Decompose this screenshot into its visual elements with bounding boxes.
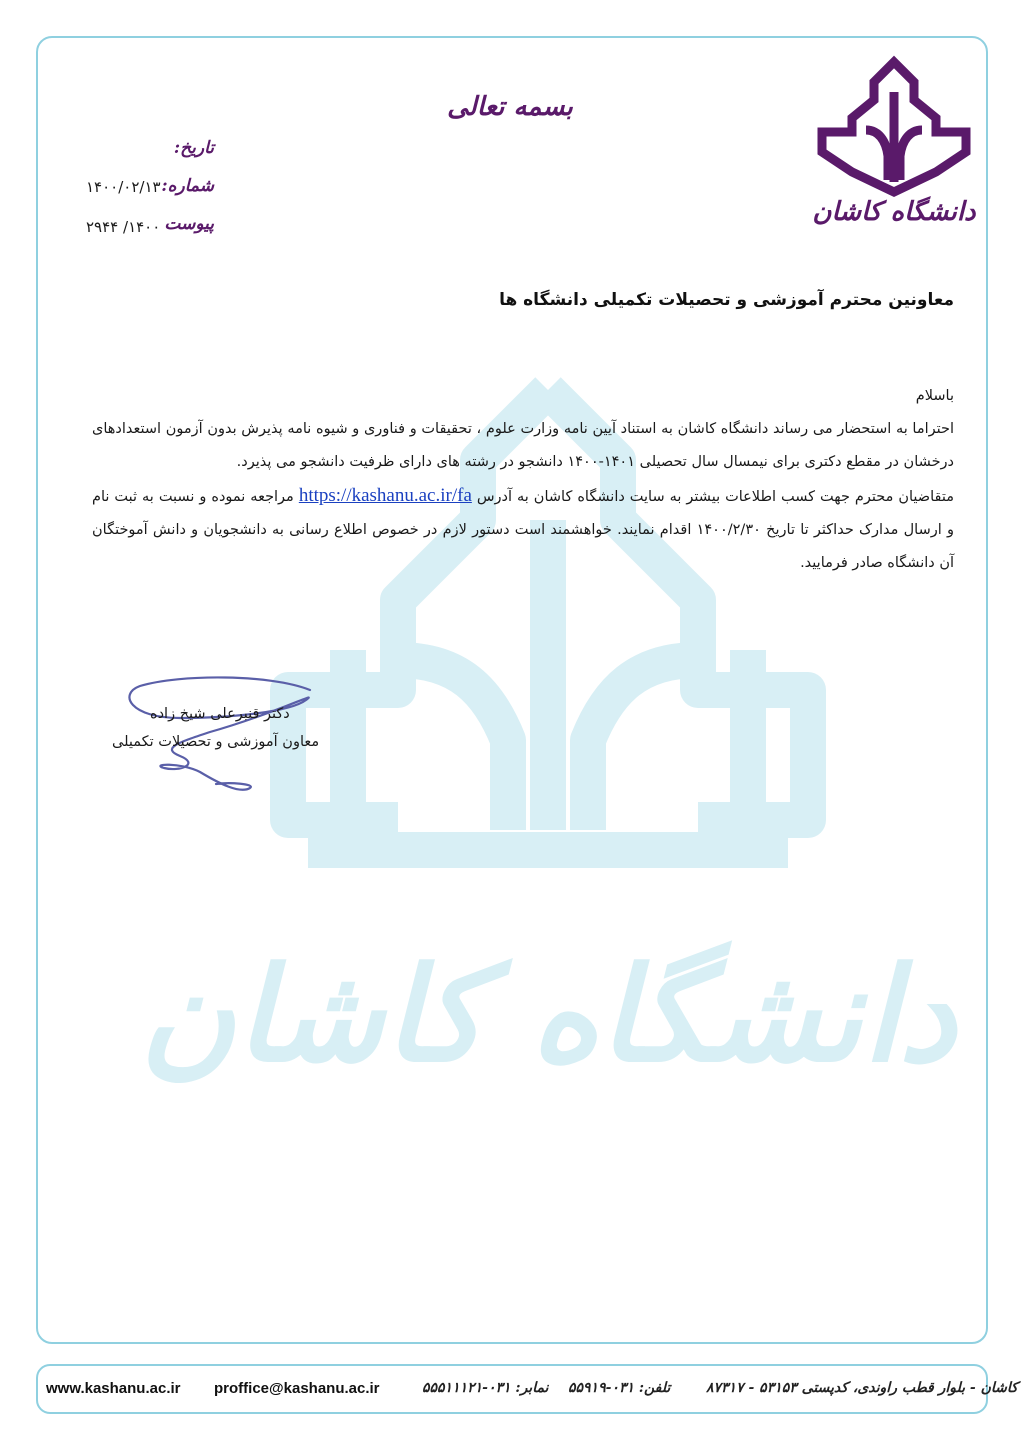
signer-name: دکتر قنبرعلی شیخ زاده bbox=[150, 706, 290, 722]
watermark-text: دانشگاه کاشان bbox=[139, 938, 957, 1091]
attachment-value: ۱۴۰۰/ ۲۹۴۴ bbox=[86, 218, 161, 236]
footer-phone: تلفن: ۰۳۱-۵۵۹۱۹ bbox=[568, 1380, 671, 1396]
university-logo bbox=[806, 52, 982, 230]
attachment-label: پیوست bbox=[164, 214, 214, 234]
footer-website[interactable]: www.kashanu.ac.ir bbox=[46, 1380, 181, 1397]
paragraph-2-start: متقاضیان محترم جهت کسب اطلاعات بیشتر به سایت دانشگاه کاشان به آدرس bbox=[476, 489, 955, 505]
addressee: معاونین محترم آموزشی و تحصیلات تکمیلی دانشگاه ها bbox=[499, 290, 954, 310]
date-label: تاریخ: bbox=[173, 138, 214, 158]
signer-title: معاون آموزشی و تحصیلات تکمیلی bbox=[112, 734, 320, 750]
number-value: ۱۴۰۰/۰۲/۱۳ bbox=[86, 178, 161, 196]
logo-text: دانشگاه کاشان bbox=[812, 197, 976, 227]
bismillah-heading: بسمه تعالی bbox=[447, 92, 573, 122]
footer-email[interactable]: proffice@kashanu.ac.ir bbox=[214, 1380, 380, 1397]
paragraph-2-end: مراجعه نموده و نسبت به ثبت نام و ارسال مدارک حداکثر تا تاریخ ۱۴۰۰/۲/۳۰ اقدام نمایند. خواهشمند است دستور لازم در خصوص اطلاع رسانی به دانشجویان و دانش آموختگان آن دانشگاه صادر فرمایید. bbox=[92, 489, 955, 571]
number-label: شماره: bbox=[161, 176, 214, 196]
greeting: باسلام bbox=[915, 388, 954, 404]
letter-body bbox=[92, 380, 954, 580]
footer-bar bbox=[36, 1364, 1018, 1414]
university-website-link[interactable]: https://kashanu.ac.ir/fa bbox=[298, 485, 472, 506]
footer-address: کاشان - بلوار قطب راوندی، کدپستی ۵۳۱۵۳ - ۸۷۳۱۷ bbox=[706, 1380, 1018, 1396]
footer-fax: نمابر: ۰۳۱-۵۵۵۱۱۱۲۱ bbox=[422, 1380, 549, 1396]
paragraph-2 bbox=[92, 479, 954, 580]
paragraph-1: احتراما به استحضار می رساند دانشگاه کاشان به استناد آیین نامه وزارت علوم ، تحقیقات و فناوری و شیوه نامه پذیرش بدون آزمون استعدادهای درخشان در مقطع دکتری برای نیمسال سال تحصیلی ۱۴۰۱-۱۴۰۰ دانشجو در رشته های دارای ظرفیت دانشجو می پذیرد. bbox=[92, 421, 954, 470]
